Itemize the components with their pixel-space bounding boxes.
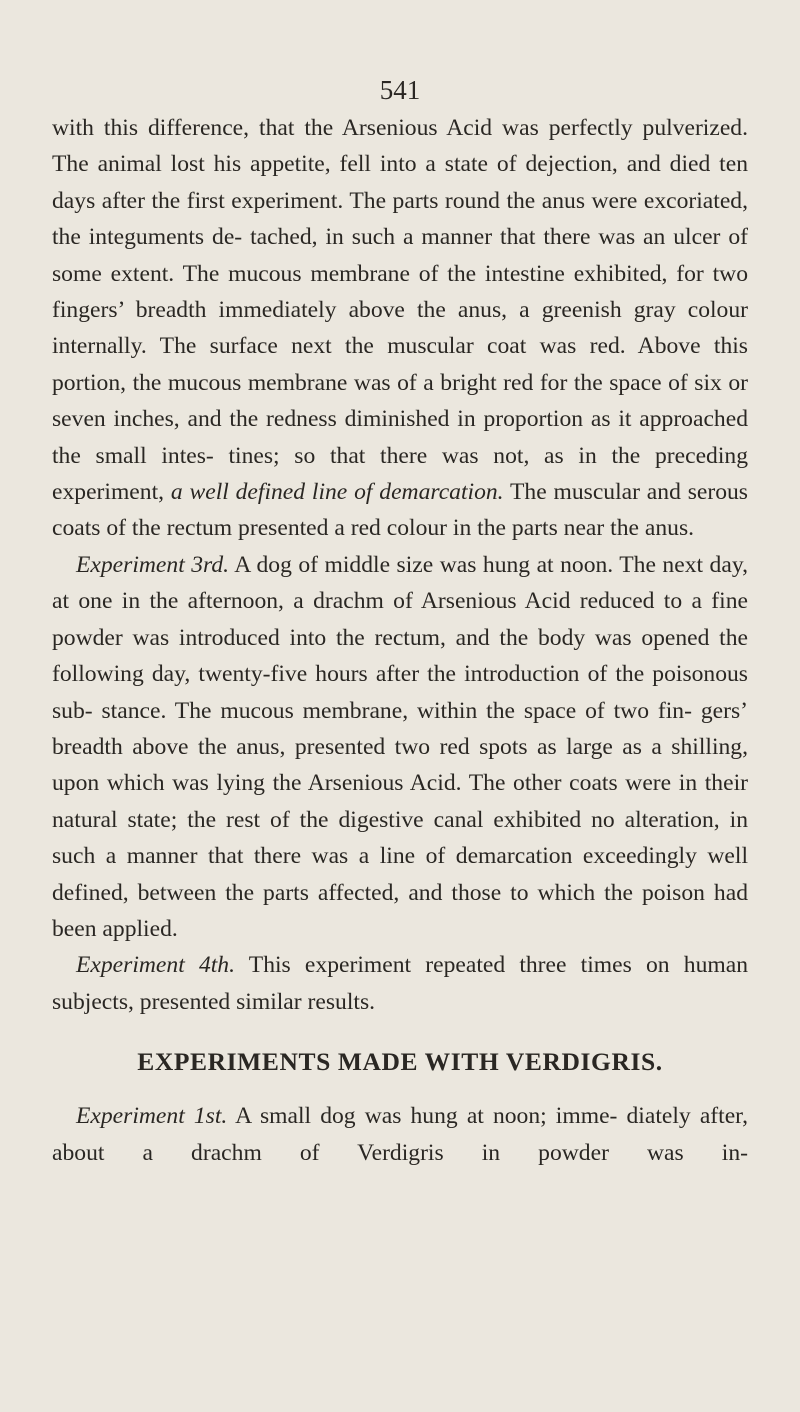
- experiment-lead: Experiment 3rd.: [76, 551, 230, 578]
- paragraph-verdigris-1: [52, 1098, 748, 1171]
- paragraph-experiment-3: [52, 547, 748, 947]
- italic-phrase: a well defined line of demarcation.: [170, 479, 504, 506]
- paragraph-text: This experiment repeated three times on human subjects, presented similar results.: [52, 952, 748, 1015]
- experiment-lead: Experiment 1st.: [76, 1103, 228, 1130]
- experiment-lead: Experiment 4th.: [76, 952, 235, 979]
- body-text: [52, 110, 748, 1171]
- paragraph-text: with this difference, that the Arsenious Acid was perfectly pulverized. The animal lost his appetite, fell into a state of dejection, and died ten days after the first experiment. The parts round the anus were excoriated, the integuments de- tached, in such a manner that there was an ulcer of some extent. The mucous membrane of the intestine exhibited, for two fingers’ breadth immediately above the anus, a greenish gray colour internally. The surface next the muscular coat was red. Above this portion, the mucous membrane was of a bright red for the space of six or seven inches, and the redness diminished in proportion as it approached the small intes- tines; so that there was not, as in the preceding experiment,: [52, 115, 748, 506]
- paragraph-text: A dog of middle size was hung at noon. The next day, at one in the afternoon, a drachm of Arsenious Acid reduced to a fine powder was introduced into the rectum, and the body was opened the following day, twenty-five hours after the introduction of the poisonous sub- stance. The mucous membrane, within the space of two fin- gers’ breadth above the anus, presented two red spots as large as a shilling, upon which was lying the Arsenious Acid. The other coats were in their natural state; the rest of the digestive canal exhibited no alteration, in such a manner that there was a line of demarcation exceedingly well defined, between the parts affected, and those to which the poison had been applied.: [52, 551, 748, 942]
- page-number: 541: [379, 75, 421, 105]
- paragraph-experiment-4: [52, 947, 748, 1020]
- section-heading: EXPERIMENTS MADE WITH VERDIGRIS.: [137, 1047, 663, 1077]
- paragraph-text: A small dog was hung at noon; imme- diately after, about a drachm of Verdigris in powder was in-: [52, 1103, 748, 1166]
- paragraph-continuation: [52, 110, 748, 547]
- paragraph-tail: The muscular and serous coats of the rectum presented a red colour in the parts near the anus.: [52, 479, 748, 542]
